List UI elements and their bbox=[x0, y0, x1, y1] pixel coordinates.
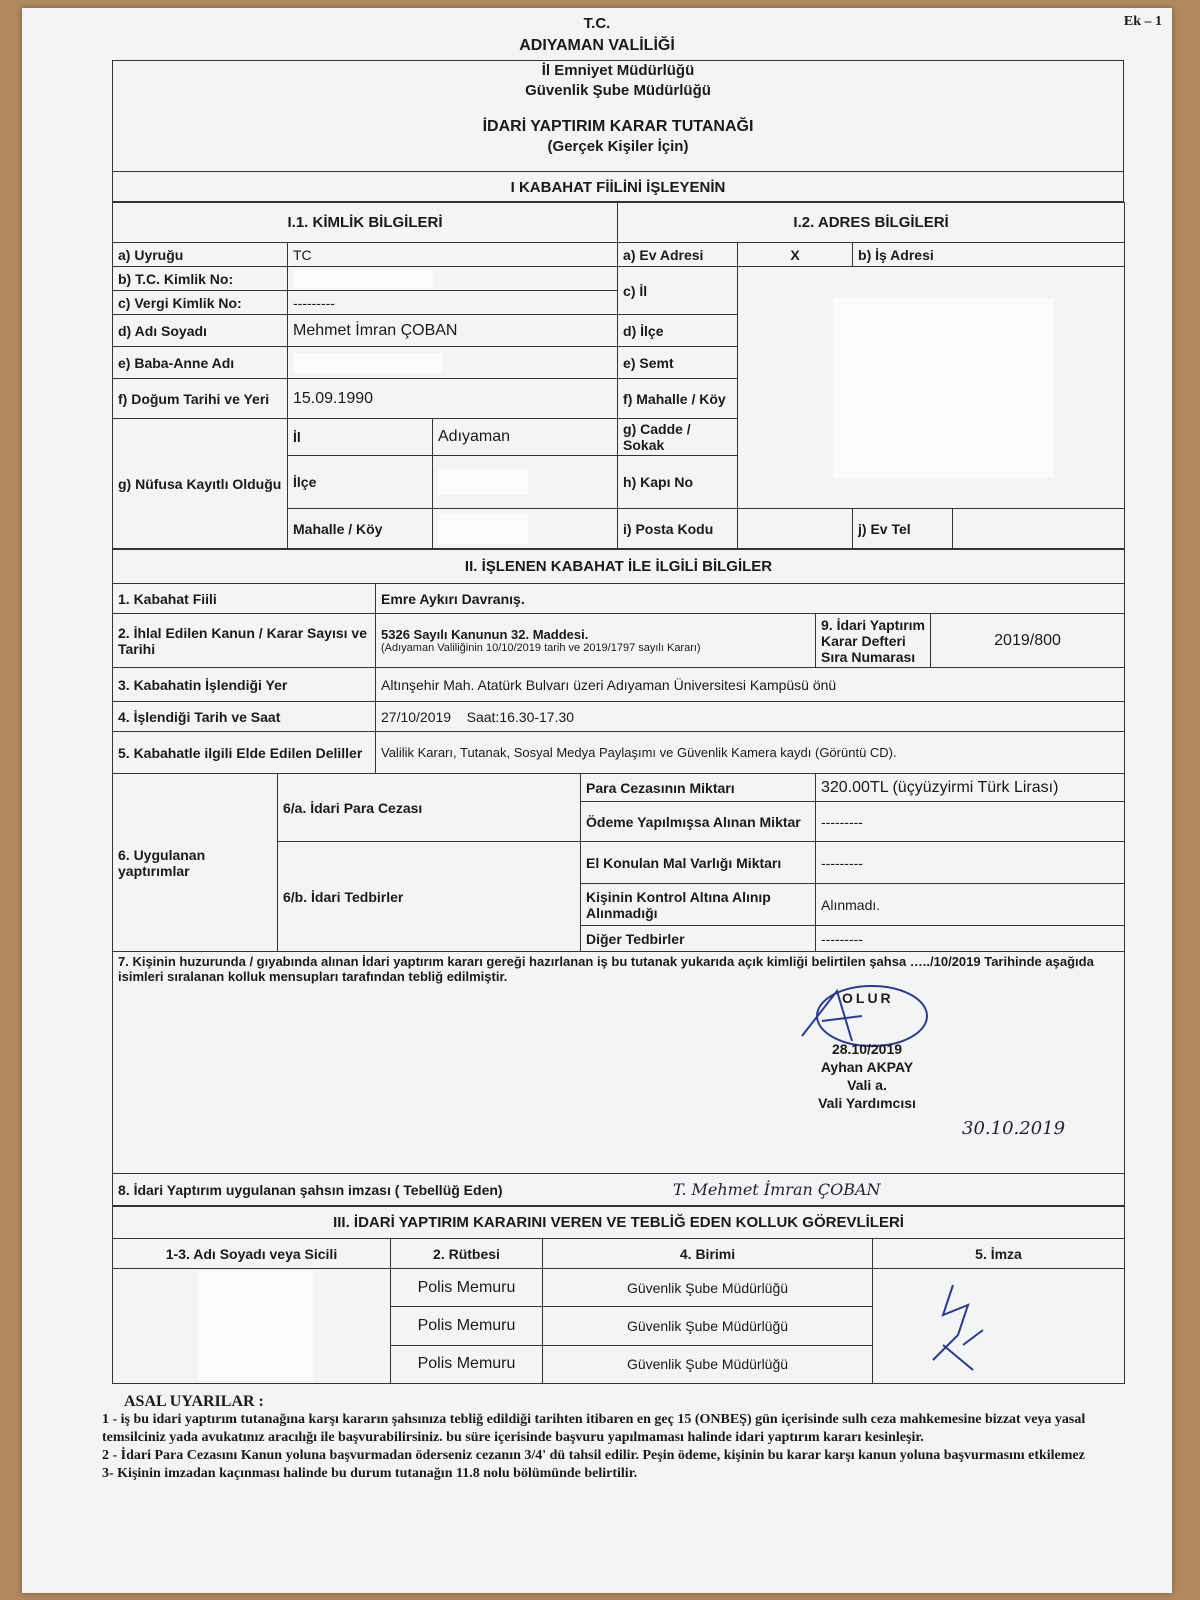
identity-label: b) T.C. Kimlik No: bbox=[113, 267, 288, 291]
handwritten-date: 30.10.2019 bbox=[962, 1118, 1066, 1139]
section1-title: I KABAHAT FİİLİNİ İŞLEYENİN bbox=[113, 171, 1123, 197]
yaptirim-label: 6. Uygulanan yaptırımlar bbox=[113, 774, 278, 952]
yaptirim-row-label: Diğer Tedbirler bbox=[581, 926, 816, 952]
nufus-il-value: Adıyaman bbox=[433, 419, 618, 456]
address-ilce-label: d) İlçe bbox=[618, 315, 738, 347]
col-header-birim: 4. Birimi bbox=[543, 1239, 873, 1269]
address-il-label: c) İl bbox=[618, 267, 738, 315]
section3-title: III. İDARİ YAPTIRIM KARARINI VEREN VE TEBLİĞ EDEN KOLLUK GÖREVLİLERİ bbox=[113, 1207, 1125, 1239]
address-mahalle-label: f) Mahalle / Köy bbox=[618, 379, 738, 419]
officer-birim: Güvenlik Şube Müdürlüğü bbox=[543, 1307, 873, 1345]
address-ev-label: a) Ev Adresi bbox=[618, 243, 738, 267]
identity-value-redacted bbox=[288, 267, 618, 291]
nufus-ilce-label: İlçe bbox=[288, 456, 433, 509]
approver-date: 28.10/2019 bbox=[831, 1041, 903, 1057]
section3-table bbox=[112, 1206, 1125, 1384]
yer-label: 3. Kabahatin İşlendiği Yer bbox=[113, 668, 376, 702]
identity-label: a) Uyruğu bbox=[113, 243, 288, 267]
imza-label: 8. İdari Yaptırım uygulanan şahsın imzası ( Tebellüğ Eden) bbox=[118, 1181, 503, 1198]
warning-item: 2 - İdari Para Cezasını Kanun yoluna başvurmadan öderseniz cezanın 3/4' dü tahsil edilir. Peşin ödeme, kişinin bu karar karşı kanun yoluna başvurmasını etkilemez bbox=[102, 1448, 1085, 1463]
header-line-sube: Güvenlik Şube Müdürlüğü bbox=[525, 82, 711, 99]
nufus-ilce-value-redacted bbox=[433, 456, 618, 509]
fiil-value: Emre Aykırı Davranış. bbox=[376, 584, 1125, 614]
warning-item: 3- Kişinin imzadan kaçınması halinde bu durum tutanağın 11.8 nolu bölümünde belirtilir. bbox=[102, 1466, 638, 1481]
kanun-label: 2. İhlal Edilen Kanun / Karar Sayısı ve Tarihi bbox=[113, 614, 376, 668]
document-subtitle: (Gerçek Kişiler İçin) bbox=[547, 138, 689, 155]
section2-table bbox=[112, 549, 1125, 1206]
imza-cell bbox=[113, 1174, 1125, 1206]
redaction bbox=[293, 270, 433, 288]
yaptirim-row-value: Alınmadı. bbox=[816, 884, 1125, 926]
yaptirim-row-value: --------- bbox=[816, 842, 1125, 884]
header-box bbox=[112, 60, 1124, 202]
nufus-mahalle-value-redacted bbox=[433, 509, 618, 549]
tarih-label: 4. İşlendiği Tarih ve Saat bbox=[113, 702, 376, 732]
identity-birth-value: 15.09.1990 bbox=[288, 379, 618, 419]
address-is-label: b) İş Adresi bbox=[853, 243, 1125, 267]
address-evtel-value bbox=[953, 509, 1125, 549]
yer-value: Altınşehir Mah. Atatürk Bulvarı üzeri Adıyaman Üniversitesi Kampüsü önü bbox=[376, 668, 1125, 702]
identity-label: d) Adı Soyadı bbox=[113, 315, 288, 347]
defter-value: 2019/800 bbox=[931, 614, 1125, 668]
tedbir-label: 6/b. İdari Tedbirler bbox=[278, 842, 581, 952]
redaction bbox=[438, 514, 528, 544]
imza-handwriting: T. Mehmet İmran ÇOBAN bbox=[673, 1180, 881, 1199]
address-title: I.2. ADRES BİLGİLERİ bbox=[618, 203, 1125, 243]
col-header-rutbe: 2. Rütbesi bbox=[391, 1239, 543, 1269]
address-posta-value bbox=[738, 509, 853, 549]
annex-label: Ek – 1 bbox=[1123, 14, 1162, 29]
address-evtel-label: j) Ev Tel bbox=[853, 509, 953, 549]
kanun-value: 5326 Sayılı Kanunun 32. Maddesi. bbox=[381, 627, 589, 642]
nufus-mahalle-label: Mahalle / Köy bbox=[288, 509, 433, 549]
identity-value: --------- bbox=[288, 291, 618, 315]
nufus-il-label: İl bbox=[288, 419, 433, 456]
section2-title: II. İŞLENEN KABAHAT İLE İLGİLİ BİLGİLER bbox=[113, 550, 1125, 584]
redaction bbox=[293, 353, 443, 373]
identity-label: e) Baba-Anne Adı bbox=[113, 347, 288, 379]
nufus-label: g) Nüfusa Kayıtlı Olduğu bbox=[113, 419, 288, 549]
officer-names-redacted bbox=[113, 1269, 391, 1384]
identity-value-redacted bbox=[288, 347, 618, 379]
yaptirim-row-label: Para Cezasının Miktarı bbox=[581, 774, 816, 802]
redaction bbox=[833, 298, 1053, 478]
redaction bbox=[198, 1271, 313, 1381]
identity-label: f) Doğum Tarihi ve Yeri bbox=[113, 379, 288, 419]
identity-value: TC bbox=[288, 243, 618, 267]
officer-birim: Güvenlik Şube Müdürlüğü bbox=[543, 1269, 873, 1307]
yaptirim-row-label: Ödeme Yapılmışsa Alınan Miktar bbox=[581, 802, 816, 842]
approver-block bbox=[792, 1040, 942, 1112]
approver-title: Vali Yardımcısı bbox=[818, 1095, 916, 1111]
col-header-adi: 1-3. Adı Soyadı veya Sicili bbox=[113, 1239, 391, 1269]
document-page bbox=[22, 8, 1172, 1593]
col-header-imza: 5. İmza bbox=[873, 1239, 1125, 1269]
approver-name: Ayhan AKPAY bbox=[820, 1059, 914, 1075]
header-line-tc: T.C. bbox=[583, 15, 611, 32]
identity-label: c) Vergi Kimlik No: bbox=[113, 291, 288, 315]
address-kapi-label: h) Kapı No bbox=[618, 456, 738, 509]
delil-label: 5. Kabahatle ilgili Elde Edilen Deliller bbox=[113, 732, 376, 774]
warning-item: 1 - iş bu idari yaptırım tutanağına karşı kararın şahsınıza tebliğ edildiği tarihten itibaren en geç 15 (ONBEŞ) gün içerisinde sulh ceza mahkemesine bizzat veya yasal temsilciniz yada avukatınız aracılığı ile başvurabilirsiniz. bu süre içerisinde başvuru yapılmaması halinde idari yaptırım kararı kesinleşir. bbox=[102, 1412, 1086, 1445]
teblig-cell bbox=[113, 952, 1125, 1174]
address-ev-mark: X bbox=[738, 243, 853, 267]
kanun-note: (Adıyaman Valiliğinin 10/10/2019 tarih ve 2019/1797 sayılı Kararı) bbox=[381, 642, 701, 654]
officer-rutbe: Polis Memuru bbox=[391, 1345, 543, 1383]
officer-signature bbox=[873, 1269, 1125, 1384]
teblig-text: 7. Kişinin huzurunda / gıyabında alınan İdari yaptırım kararı gereği hazırlanan iş bu tutanak yukarıda açık kimliği belirtilen şahsa …../10/2019 Tarihinde aşağıda isimleri sıralanan kolluk mensupları tarafından tebliğ edilmiştir. bbox=[118, 954, 1094, 984]
signature-mark bbox=[913, 1275, 1013, 1375]
redaction bbox=[438, 469, 528, 495]
tarih-value: 27/10/2019 Saat:16.30-17.30 bbox=[376, 702, 1125, 732]
header-line-emniyet: İl Emniyet Müdürlüğü bbox=[541, 62, 695, 79]
fiil-label: 1. Kabahat Fiili bbox=[113, 584, 376, 614]
address-semt-label: e) Semt bbox=[618, 347, 738, 379]
kanun-cell bbox=[376, 614, 816, 668]
section1-table bbox=[112, 202, 1125, 549]
address-cadde-label: g) Cadde / Sokak bbox=[618, 419, 738, 456]
identity-name-value: Mehmet İmran ÇOBAN bbox=[288, 315, 618, 347]
warnings-title: ASAL UYARILAR : bbox=[124, 1393, 264, 1410]
address-value-redacted bbox=[738, 267, 1125, 509]
header-line-valilik: ADIYAMAN VALİLİĞİ bbox=[519, 37, 675, 54]
address-posta-label: i) Posta Kodu bbox=[618, 509, 738, 549]
officer-rutbe: Polis Memuru bbox=[391, 1307, 543, 1345]
yaptirim-row-value: 320.00TL (üçyüzyirmi Türk Lirası) bbox=[816, 774, 1125, 802]
approver-role: Vali a. bbox=[847, 1077, 887, 1093]
form bbox=[112, 60, 1124, 1384]
yaptirim-row-value: --------- bbox=[816, 802, 1125, 842]
document-title: İDARİ YAPTIRIM KARAR TUTANAĞI bbox=[482, 118, 754, 135]
defter-label: 9. İdari Yaptırım Karar Defteri Sıra Numarası bbox=[816, 614, 931, 668]
officer-rutbe: Polis Memuru bbox=[391, 1269, 543, 1307]
yaptirim-row-label: El Konulan Mal Varlığı Miktarı bbox=[581, 842, 816, 884]
yaptirim-row-label: Kişinin Kontrol Altına Alınıp Alınmadığı bbox=[581, 884, 816, 926]
yaptirim-row-value: --------- bbox=[816, 926, 1125, 952]
officer-birim: Güvenlik Şube Müdürlüğü bbox=[543, 1345, 873, 1383]
stamp-text: OLUR bbox=[842, 990, 894, 1006]
warnings bbox=[102, 1393, 1112, 1483]
para-cezasi-label: 6/a. İdari Para Cezası bbox=[278, 774, 581, 842]
delil-value: Valilik Kararı, Tutanak, Sosyal Medya Paylaşımı ve Güvenlik Kamera kaydı (Görüntü CD). bbox=[376, 732, 1125, 774]
identity-title: I.1. KİMLİK BİLGİLERİ bbox=[113, 203, 618, 243]
